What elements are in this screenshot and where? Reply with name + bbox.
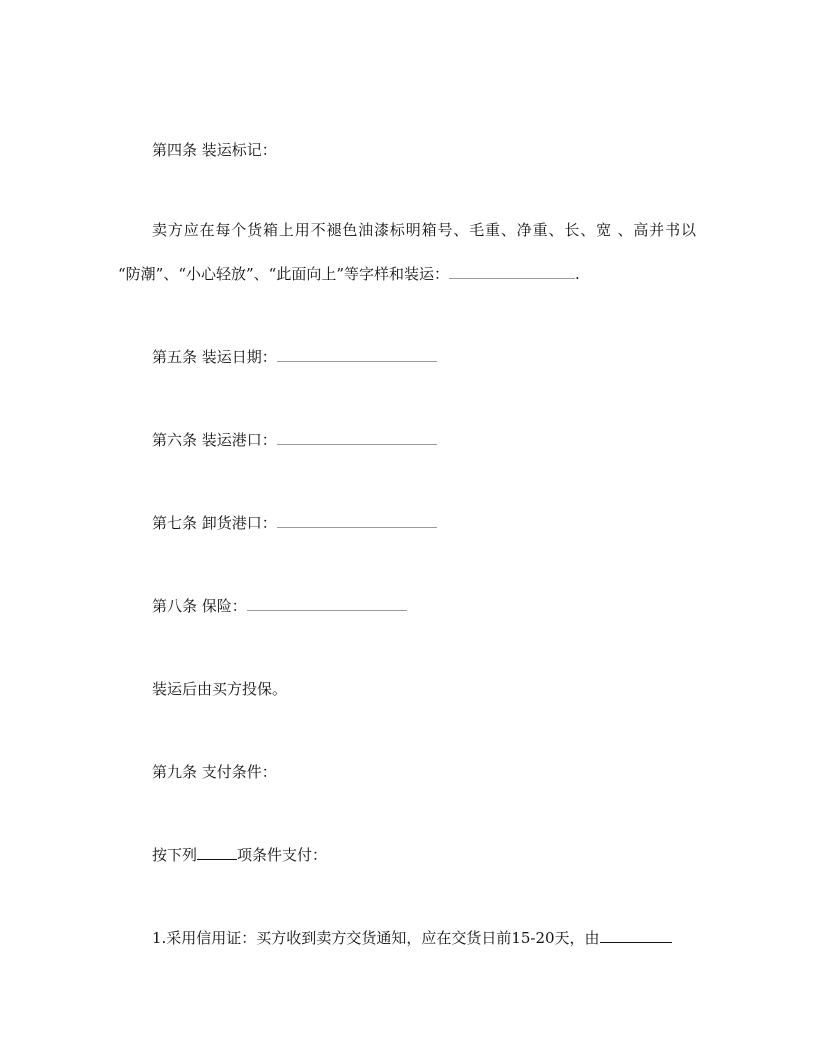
article-5-heading: 第五条 装运日期： (152, 348, 277, 366)
article-8-line (152, 596, 407, 616)
payment-item-count-blank[interactable] (197, 845, 237, 860)
payment-item-1-line (152, 928, 672, 948)
article-9-heading: 第九条 支付条件： (152, 763, 277, 781)
article-8-heading: 第八条 保险： (152, 597, 247, 615)
payment-intro-suffix: 项条件支付： (237, 846, 328, 864)
payment-item-1-blank[interactable] (600, 928, 672, 943)
payment-intro-line (152, 845, 327, 865)
article-4-heading: 第四条 装运标记： (152, 141, 277, 159)
insurance-blank[interactable] (247, 596, 407, 611)
article-4-paragraph-text: “防潮”、“小心轻放”、“此面向上”等字样和装运： (118, 265, 450, 283)
article-6-line (152, 430, 437, 450)
insurance-note: 装运后由买方投保。 (152, 680, 288, 698)
shipping-date-blank[interactable] (277, 347, 437, 362)
shipping-mark-blank[interactable] (449, 264, 575, 279)
article-7-line (152, 513, 437, 533)
payment-intro-prefix: 按下列 (152, 846, 198, 864)
payment-item-1-text: 1.采用信用证：买方收到卖方交货通知，应在交货日前15-20天，由 (152, 929, 600, 947)
article-5-line (152, 347, 437, 367)
period: . (575, 265, 580, 283)
article-7-heading: 第七条 卸货港口： (152, 514, 277, 532)
article-4-paragraph-line-2 (118, 264, 580, 284)
loading-port-blank[interactable] (277, 430, 437, 445)
unloading-port-blank[interactable] (277, 513, 437, 528)
article-6-heading: 第六条 装运港口： (152, 431, 277, 449)
article-4-paragraph-line-1: 卖方应在每个货箱上用不褪色油漆标明箱号、毛重、净重、长、宽 、高并书以 (152, 221, 696, 239)
